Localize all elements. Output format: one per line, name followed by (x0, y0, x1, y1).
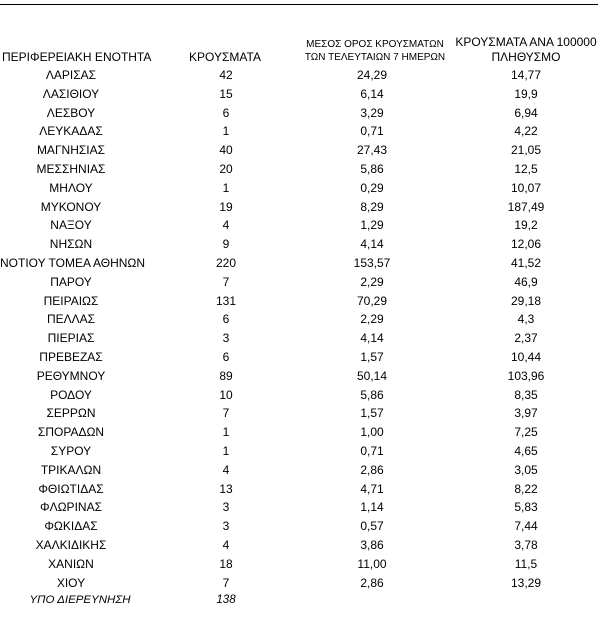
table-row (0, 480, 606, 499)
cases-per-100000-cell: 4,22 (514, 124, 538, 139)
table-body (0, 66, 606, 592)
region-cell: ΧΑΛΚΙΔΙΚΗΣ (35, 537, 107, 552)
region-cell: ΜΥΚΟΝΟΥ (40, 199, 102, 214)
table-row (0, 160, 606, 179)
seven-day-average-cell: 4,14 (360, 237, 384, 252)
seven-day-average-cell: 0,71 (360, 443, 384, 458)
table-row (0, 536, 606, 555)
cases-cell: 89 (219, 368, 233, 383)
header-per-100000-line-1: ΚΡΟΥΣΜΑΤΑ ΑΝΑ 100000 (455, 35, 597, 49)
cases-per-100000-cell: 5,83 (514, 500, 538, 515)
header-average-line-2: ΤΩΝ ΤΕΛΕΥΤΑΙΩΝ 7 ΗΜΕΡΩΝ (304, 52, 446, 63)
cases-per-100000-cell: 19,9 (514, 86, 538, 101)
region-cell: ΦΘΙΩΤΙΔΑΣ (38, 481, 104, 496)
cases-cell: 10 (219, 387, 233, 402)
cases-per-100000-cell: 46,9 (514, 274, 538, 289)
cases-per-100000-cell: 2,37 (514, 331, 538, 346)
cases-cell: 220 (215, 255, 237, 270)
seven-day-average-cell: 2,29 (360, 312, 384, 327)
cases-cell: 1 (222, 425, 230, 440)
seven-day-average-cell: 70,29 (356, 293, 388, 308)
table-row (0, 273, 606, 292)
cases-per-100000-cell: 3,97 (514, 406, 538, 421)
cases-per-100000-cell: 3,78 (514, 537, 538, 552)
region-cell: ΤΡΙΚΑΛΩΝ (40, 462, 102, 477)
cases-per-100000-cell: 10,44 (510, 349, 542, 364)
cases-per-100000-cell: 41,52 (510, 255, 542, 270)
seven-day-average-cell: 3,29 (360, 105, 384, 120)
table-row (0, 367, 606, 386)
cases-cell: 6 (222, 349, 230, 364)
cases-per-100000-cell: 7,25 (514, 425, 538, 440)
table-row (0, 216, 606, 235)
seven-day-average-cell: 0,57 (360, 519, 384, 534)
table-row (0, 461, 606, 480)
table-row (0, 292, 606, 311)
region-cell: ΦΛΩΡΙΝΑΣ (40, 500, 102, 515)
seven-day-average-cell: 24,29 (356, 68, 388, 82)
seven-day-average-cell: 4,14 (360, 331, 384, 346)
cases-cell: 40 (219, 143, 233, 158)
region-cell: ΣΕΡΡΩΝ (46, 406, 96, 421)
table-row (0, 141, 606, 160)
cases-cell: 131 (215, 293, 237, 308)
region-cell: ΡΕΘΥΜΝΟΥ (36, 368, 106, 383)
region-cell: ΧΙΟΥ (56, 575, 86, 590)
cases-per-100000-cell: 4,3 (517, 312, 535, 327)
header-average-line-1: ΜΕΣΟΣ ΟΡΟΣ ΚΡΟΥΣΜΑΤΩΝ (306, 39, 444, 50)
cases-per-100000-cell: 11,5 (514, 556, 538, 571)
cases-per-100000-cell: 8,35 (514, 387, 538, 402)
table-row (0, 179, 606, 198)
region-cell: ΛΕΥΚΑΔΑΣ (39, 124, 103, 139)
region-cell: ΠΡΕΒΕΖΑΣ (39, 349, 103, 364)
seven-day-average-cell: 8,29 (360, 199, 384, 214)
region-cell: ΣΠΟΡΑΔΩΝ (37, 425, 105, 440)
region-cell: ΜΕΣΣΗΝΙΑΣ (36, 161, 106, 176)
cases-per-100000-cell: 12,06 (510, 237, 542, 252)
cases-cell: 42 (219, 68, 233, 82)
cases-cell: 18 (219, 556, 233, 571)
cases-cell: 7 (222, 575, 230, 590)
table-row (0, 235, 606, 254)
table-row (0, 404, 606, 423)
region-cell: ΠΕΛΛΑΣ (46, 312, 96, 327)
table-row (0, 85, 606, 104)
cases-cell: 1 (222, 180, 230, 195)
table-row (0, 574, 606, 593)
seven-day-average-cell: 5,86 (360, 387, 384, 402)
cases-per-100000-cell: 14,77 (510, 68, 542, 82)
cases-cell: 3 (222, 500, 230, 515)
cases-per-100000-cell: 6,94 (514, 105, 538, 120)
cases-cell: 3 (222, 519, 230, 534)
region-cell: ΠΕΙΡΑΙΩΣ (43, 293, 99, 308)
cases-cell: 1 (222, 124, 230, 139)
region-cell: ΛΑΣΙΘΙΟΥ (42, 86, 100, 101)
cases-per-100000-cell: 187,49 (507, 199, 545, 214)
seven-day-average-cell: 153,57 (353, 255, 391, 270)
cases-cell: 20 (219, 161, 233, 176)
cases-cell: 15 (219, 86, 233, 101)
region-cell: ΝΗΣΩΝ (49, 237, 93, 252)
under-investigation-label: ΥΠΟ ΔΙΕΡΕΥΝΗΣΗ (29, 594, 131, 606)
region-cell: ΦΩΚΙΔΑΣ (44, 519, 98, 534)
table-footer (0, 591, 606, 609)
seven-day-average-cell: 0,71 (360, 124, 384, 139)
cases-cell: 19 (219, 199, 233, 214)
cases-per-100000-cell: 103,96 (507, 368, 545, 383)
cases-cell: 1 (222, 443, 230, 458)
seven-day-average-cell: 5,86 (360, 161, 384, 176)
cases-per-100000-cell: 10,07 (510, 180, 542, 195)
table-row (0, 198, 606, 217)
cases-cell: 13 (219, 481, 233, 496)
table-row (0, 498, 606, 517)
cases-cell: 7 (222, 274, 230, 289)
cases-cell: 6 (222, 312, 230, 327)
cases-per-100000-cell: 19,2 (514, 218, 538, 233)
cases-per-100000-cell: 21,05 (510, 143, 542, 158)
table-header (0, 30, 606, 66)
region-cell: ΝΟΤΙΟΥ ΤΟΜΕΑ ΑΘΗΝΩΝ (0, 255, 146, 270)
header-seven-day-average (300, 38, 450, 64)
cases-cell: 4 (222, 537, 230, 552)
table-row (0, 122, 606, 141)
table-row (0, 423, 606, 442)
header-cases-per-100000 (446, 35, 606, 65)
table-row (0, 348, 606, 367)
cases-cell: 3 (222, 331, 230, 346)
region-cell: ΠΙΕΡΙΑΣ (47, 331, 95, 346)
cases-per-100000-cell: 8,22 (514, 481, 538, 496)
cases-per-100000-cell: 12,5 (514, 161, 538, 176)
seven-day-average-cell: 1,57 (360, 349, 384, 364)
cases-per-100000-cell: 7,44 (514, 519, 538, 534)
cases-cell: 9 (222, 237, 230, 252)
seven-day-average-cell: 1,57 (360, 406, 384, 421)
region-cell: ΡΟΔΟΥ (50, 387, 92, 402)
seven-day-average-cell: 11,00 (357, 556, 387, 571)
cases-per-100000-cell: 13,29 (510, 575, 542, 590)
header-region: ΠΕΡΙΦΕΡΕΙΑΚΗ ΕΝΟΤΗΤΑ (2, 50, 152, 64)
region-cell: ΛΑΡΙΣΑΣ (45, 68, 97, 82)
seven-day-average-cell: 2,86 (360, 462, 384, 477)
cases-cell: 4 (222, 462, 230, 477)
table-row (0, 386, 606, 405)
seven-day-average-cell: 2,86 (360, 575, 384, 590)
table-row (0, 310, 606, 329)
region-cell: ΜΗΛΟΥ (49, 180, 93, 195)
cases-cell: 6 (222, 105, 230, 120)
seven-day-average-cell: 2,29 (360, 274, 384, 289)
seven-day-average-cell: 1,14 (360, 500, 384, 515)
cases-per-100000-cell: 29,18 (510, 293, 542, 308)
table-row (0, 442, 606, 461)
region-cell: ΠΑΡΟΥ (50, 274, 92, 289)
table-row (0, 66, 606, 85)
region-cell: ΧΑΝΙΩΝ (48, 556, 94, 571)
seven-day-average-cell: 0,29 (360, 180, 384, 195)
seven-day-average-cell: 27,43 (356, 143, 388, 158)
region-cell: ΜΑΓΝΗΣΙΑΣ (36, 143, 106, 158)
seven-day-average-cell: 6,14 (360, 86, 384, 101)
seven-day-average-cell: 50,14 (356, 368, 388, 383)
seven-day-average-cell: 3,86 (360, 537, 384, 552)
cases-cell: 7 (222, 406, 230, 421)
region-cell: ΛΕΣΒΟΥ (46, 105, 96, 120)
header-cases: ΚΡΟΥΣΜΑΤΑ (189, 50, 261, 64)
header-per-100000-line-2: ΠΛΗΘΥΣΜΟ (491, 50, 561, 64)
table-row (0, 329, 606, 348)
cases-per-100000-cell: 3,05 (514, 462, 538, 477)
seven-day-average-cell: 1,29 (360, 218, 384, 233)
seven-day-average-cell: 4,71 (360, 481, 384, 496)
region-cell: ΝΑΞΟΥ (50, 218, 92, 233)
table-row (0, 254, 606, 273)
table-row (0, 555, 606, 574)
region-cell: ΣΥΡΟΥ (50, 443, 92, 458)
top-divider (0, 4, 598, 5)
table-row (0, 104, 606, 123)
seven-day-average-cell: 1,00 (360, 425, 384, 440)
under-investigation-cases: 138 (216, 594, 236, 606)
cases-cell: 4 (222, 218, 230, 233)
cases-per-100000-cell: 4,65 (514, 443, 538, 458)
table-row (0, 517, 606, 536)
